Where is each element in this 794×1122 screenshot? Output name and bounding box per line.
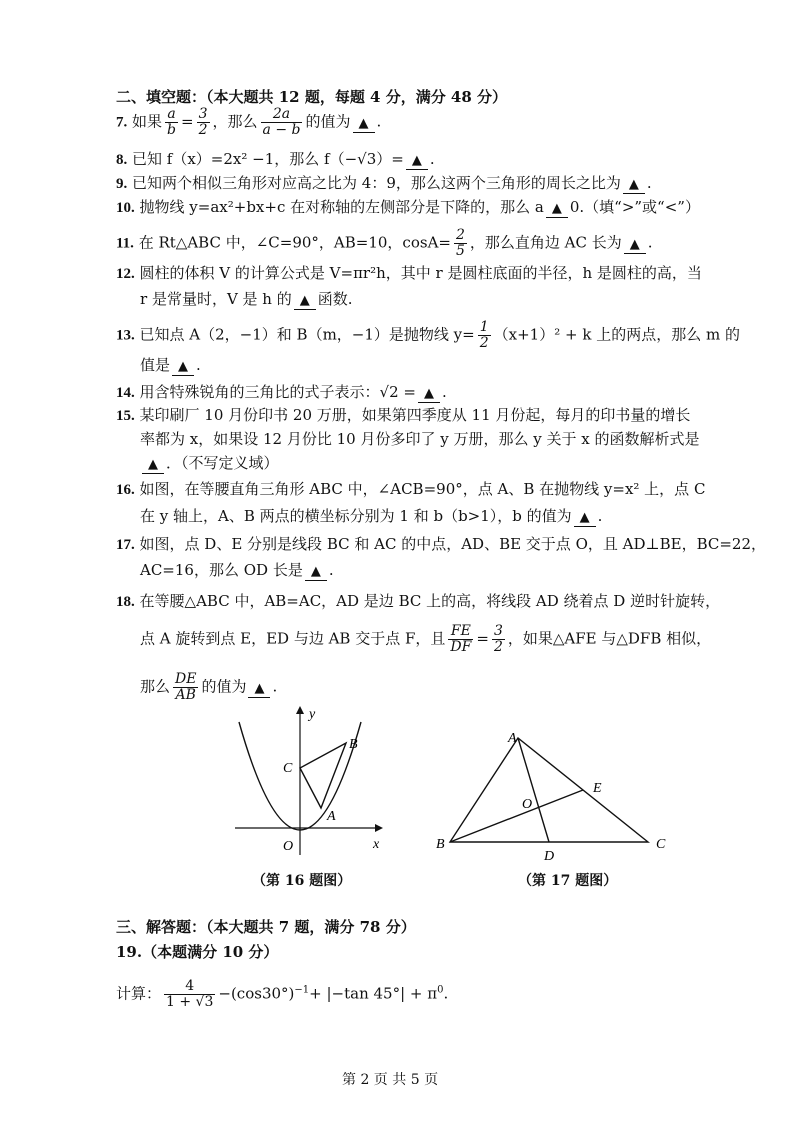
text: . [597, 507, 603, 525]
text: 那么 [140, 677, 171, 696]
text: 率都为 x，如果设 12 月份比 10 月份多印了 y 万册，那么 y 关于 x 的函数解析式是 [140, 430, 700, 448]
numerator: 3 [493, 623, 503, 639]
section-2-title: 二、填空题：（本大题共 12 题，每题 4 分，满分 48 分） [116, 88, 508, 106]
numerator: DE [175, 671, 197, 687]
text: 的值为 [201, 677, 247, 696]
numerator: 3 [198, 106, 208, 122]
text: 圆柱的体积 V 的计算公式是 V=πr²h，其中 r 是圆柱底面的半径，h 是圆柱的高，当 [139, 264, 702, 282]
answer-blank[interactable]: ▲ [546, 201, 568, 218]
question-15-line-3 [140, 452, 279, 474]
text: ，那么 [212, 112, 258, 131]
figure-16-caption: （第 16 题图） [252, 873, 352, 889]
text: −(cos30°) [218, 984, 295, 1003]
text: 用含特殊锐角的三角比的式子表示：√2 = [139, 383, 416, 401]
question-number: 17. [116, 537, 135, 553]
question-number: 14. [116, 385, 135, 401]
label-point-e: E [593, 781, 602, 796]
text: 点 A 旋转到点 E，ED 与边 AB 交于点 F，且 [140, 629, 446, 648]
label-point-b: B [436, 837, 445, 852]
answer-blank[interactable]: ▲ [142, 457, 164, 474]
answer-blank[interactable]: ▲ [305, 564, 327, 581]
label-point-c: C [283, 761, 293, 776]
fraction-de-over-ab [173, 672, 198, 703]
question-14 [116, 381, 447, 404]
text: ，那么直角边 AC 长为 [469, 233, 622, 252]
text: 抛物线 y=ax²+bx+c 在对称轴的左侧部分是下降的，那么 a [139, 198, 544, 216]
figure-17-caption: （第 17 题图） [518, 873, 618, 889]
label-point-a: A [508, 731, 517, 746]
question-number: 12. [116, 266, 135, 282]
question-15 [116, 404, 690, 427]
fraction-4-over-1-plus-sqrt3 [164, 979, 215, 1010]
numerator: 4 [164, 979, 215, 995]
text: 已知 f（x）=2x² −1，那么 f（−√3）= [132, 150, 404, 168]
question-number: 18. [116, 594, 135, 610]
text: . [429, 150, 435, 168]
denominator: 1 + √3 [166, 994, 214, 1010]
question-9 [116, 172, 652, 195]
text: . [328, 561, 334, 579]
text: 已知点 A（2，−1）和 B（m，−1）是抛物线 y= [139, 325, 475, 344]
text: . [441, 383, 447, 401]
fraction-3-over-2 [492, 624, 505, 655]
numerator: a [165, 107, 178, 123]
denominator: 5 [455, 243, 465, 259]
question-19-expression [116, 979, 448, 1010]
question-10 [116, 196, 700, 219]
page-footer: 第 2 页 共 5 页 [342, 1072, 439, 1088]
text: （x+1）² + k 上的两点，那么 m 的 [493, 325, 740, 344]
text: ．（不写定义域） [166, 454, 279, 472]
denominator: 2 [493, 639, 503, 655]
text: + |−tan 45°| + π [309, 984, 438, 1003]
label-y: y [309, 707, 316, 722]
question-12-line-2 [140, 288, 353, 310]
question-17-line-2 [140, 559, 334, 581]
fraction-2-over-5 [454, 228, 467, 259]
question-11 [116, 228, 653, 259]
label-point-b: B [349, 737, 358, 752]
fraction-1-over-2 [478, 320, 491, 351]
figure-16 [225, 700, 395, 860]
question-7 [116, 107, 381, 138]
denominator: DF [450, 639, 472, 655]
question-18-line-2 [140, 624, 711, 655]
question-number: 13. [116, 327, 135, 344]
text: 某印刷厂 10 月份印书 20 万册，如果第四季度从 11 月份起，每月的印书量的增长 [139, 406, 691, 424]
question-8 [116, 148, 435, 171]
text: 值是 [140, 356, 171, 374]
label-point-d: D [544, 849, 555, 864]
text: 在等腰△ABC 中，AB=AC，AD 是边 BC 上的高，将线段 AD 绕着点 D 逆时针旋转， [139, 592, 721, 610]
answer-blank[interactable]: ▲ [248, 681, 270, 698]
numerator: 1 [479, 319, 489, 335]
question-16-line-2 [140, 505, 602, 527]
text: 已知两个相似三角形对应高之比为 4：9，那么这两个三角形的周长之比为 [132, 174, 621, 192]
denominator: b [167, 122, 177, 138]
exponent: 0 [437, 984, 444, 996]
segment-ad [518, 738, 549, 842]
question-13 [116, 320, 740, 351]
triangle-abc [450, 738, 648, 842]
text: 的值为 [305, 112, 351, 131]
text: 计算： [116, 984, 162, 1003]
text: r 是常量时，V 是 h 的 [140, 290, 292, 308]
x-axis-arrow [375, 824, 383, 832]
question-number: 8. [116, 152, 128, 168]
question-15-line-2 [140, 428, 700, 450]
text: 如图，在等腰直角三角形 ABC 中，∠ACB=90°，点 A、B 在抛物线 y=x² 上，点 C [139, 480, 706, 498]
label-x: x [373, 837, 380, 852]
label-point-o: O [522, 797, 533, 812]
question-number: 11. [116, 235, 134, 252]
answer-blank[interactable]: ▲ [294, 293, 316, 310]
question-16 [116, 478, 705, 501]
question-number: 9. [116, 176, 128, 192]
question-17 [116, 533, 766, 556]
exponent: −1 [294, 984, 310, 996]
answer-blank[interactable]: ▲ [623, 177, 645, 194]
question-18 [116, 590, 720, 613]
question-number: 16. [116, 482, 135, 498]
question-12 [116, 262, 702, 285]
question-19-title: 19.（本题满分 10 分） [116, 943, 279, 961]
text: ，如果△AFE 与△DFB 相似， [507, 629, 712, 648]
question-13-line-2 [140, 354, 201, 376]
numerator: 2a [261, 107, 303, 123]
text: = [476, 629, 489, 648]
text: . [646, 174, 652, 192]
label-point-a: A [327, 809, 336, 824]
text: = [181, 112, 194, 131]
answer-blank[interactable]: ▲ [172, 359, 194, 376]
label-point-c: C [656, 837, 666, 852]
fraction-3-over-2 [197, 107, 210, 138]
denominator: 2 [198, 122, 208, 138]
numerator: FE [448, 624, 473, 640]
denominator: 2 [479, 335, 489, 351]
triangle-abc [300, 743, 346, 808]
numerator: 2 [455, 227, 465, 243]
text: 如果 [132, 112, 163, 131]
y-axis-arrow [296, 706, 304, 714]
answer-blank[interactable]: ▲ [624, 237, 646, 254]
segment-be [450, 790, 583, 842]
section-3-title: 三、解答题：（本大题共 7 题，满分 78 分） [116, 918, 416, 936]
text: . [272, 677, 278, 696]
question-number: 10. [116, 200, 135, 216]
text: . [196, 356, 201, 374]
denominator: a − b [262, 122, 301, 138]
fraction-fe-over-df [448, 624, 473, 655]
question-18-line-3 [140, 672, 277, 703]
text: 0.（填“>”或“<”） [569, 198, 700, 216]
fraction-a-over-b [165, 107, 178, 138]
text: 函数. [317, 290, 353, 308]
answer-blank[interactable]: ▲ [353, 116, 375, 133]
text: . [376, 112, 382, 131]
fraction-2a-over-a-minus-b [261, 107, 303, 138]
answer-blank[interactable]: ▲ [574, 510, 596, 527]
text: . [647, 233, 653, 252]
answer-blank[interactable]: ▲ [418, 386, 440, 403]
question-number: 15. [116, 408, 135, 424]
figure-17 [428, 722, 683, 867]
text: 在 y 轴上，A、B 两点的横坐标分别为 1 和 b（b>1），b 的值为 [140, 507, 572, 525]
denominator: AB [175, 687, 196, 703]
text: . [443, 984, 449, 1003]
question-number: 7. [116, 114, 128, 131]
text: 在 Rt△ABC 中，∠C=90°，AB=10，cosA= [138, 233, 451, 252]
answer-blank[interactable]: ▲ [406, 153, 428, 170]
label-origin: O [283, 839, 294, 854]
text: AC=16，那么 OD 长是 [140, 561, 303, 579]
text: 如图，点 D、E 分别是线段 BC 和 AC 的中点，AD、BE 交于点 O，且 AD⊥BE，BC=22， [139, 535, 767, 553]
